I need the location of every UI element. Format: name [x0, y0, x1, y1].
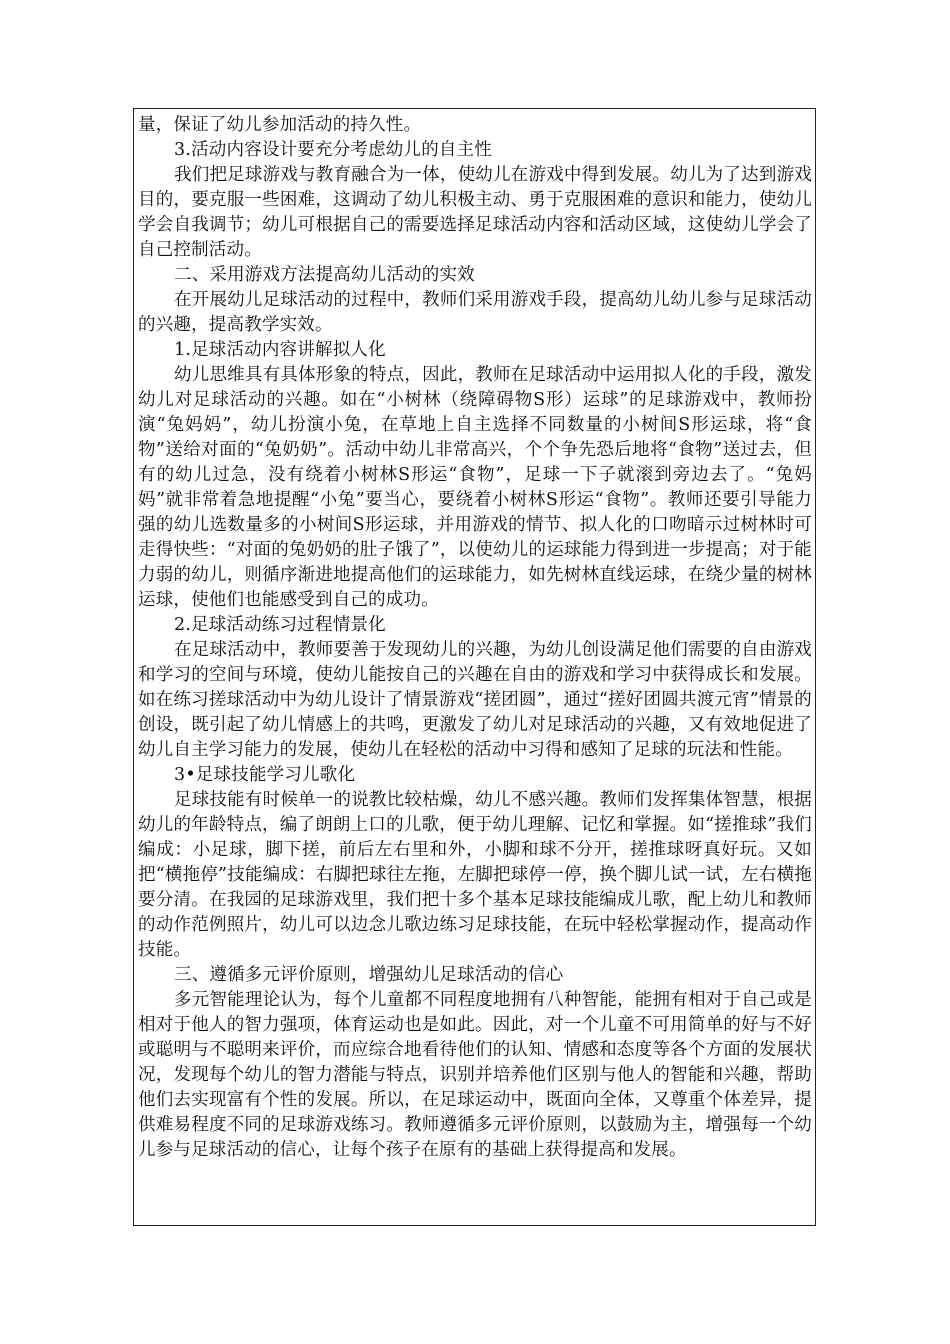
paragraph-continuation: 量，保证了幼儿参加活动的持久性。	[138, 115, 422, 135]
section-heading-game-methods: 二、采用游戏方法提高幼儿活动的实效	[174, 265, 475, 285]
paragraph-game-education: 我们把足球游戏与教育融合为一体，使幼儿在游戏中得到发展。幼儿为了达到游戏目的，要克服一些困难，这调动了幼儿积极主动、勇于克服困难的意识和能力，使幼儿学会自我调节；幼儿可根据自己的需要选择足球活动内容和活动区域，这使幼儿学会了自己控制活动。	[138, 165, 812, 260]
paragraph-personification: 幼儿思维具有具体形象的特点，因此，教师在足球活动中运用拟人化的手段，激发幼儿对足球活动的兴趣。如在“小树林（绕障碍物S形）运球”的足球游戏中，教师扮演“兔妈妈”，幼儿扮演小兔，在草地上自主选择不同数量的小树间S形运球，将“食物”送给对面的“兔奶奶”。活动中幼儿非常高兴，个个争先恐后地将“食物”送过去，但有的幼儿过急，没有绕着小树林S形运“食物”，足球一下子就滚到旁边去了。“兔妈妈”就非常着急地提醒“小兔”要当心，要绕着小树林S形运“食物”。教师还要引导能力强的幼儿选数量多的小树间S形运球，并用游戏的情节、拟人化的口吻暗示过树林时可走得快些：“对面的兔奶奶的肚子饿了”，以使幼儿的运球能力得到进一步提高；对于能力弱的幼儿，则循序渐进地提高他们的运球能力，如先树林直线运球，在绕少量的树林运球，使他们也能感受到自己的成功。	[138, 365, 812, 610]
paragraph-multiple-intelligence: 多元智能理论认为，每个儿童都不同程度地拥有八种智能，能拥有相对于自己或是相对于他人的智力强项，体育运动也是如此。因此，对一个儿童不可用简单的好与不好或聪明与不聪明来评价，而应综合地看待他们的认知、情感和态度等各个方面的发展状况，发现每个幼儿的智力潜能与特点，识别并培养他们区别与他人的智能和兴趣，帮助他们去实现富有个性的发展。所以，在足球运动中，既面向全体，又尊重个体差异，提供难易程度不同的足球游戏练习。教师遵循多元评价原则，以鼓励为主，增强每一个幼儿参与足球活动的信心，让每个孩子在原有的基础上获得提高和发展。	[138, 990, 812, 1160]
section-heading-multiple-evaluation: 三、遵循多元评价原则，增强幼儿足球活动的信心	[174, 965, 564, 985]
paragraph-nursery-rhymes: 足球技能有时候单一的说教比较枯燥，幼儿不感兴趣。教师们发挥集体智慧，根据幼儿的年龄特点，编了朗朗上口的儿歌，便于幼儿理解、记忆和掌握。如“搓推球”我们编成：小足球，脚下搓，前后左右里和外，小脚和球不分开，搓推球呀真好玩。又如把“横拖停”技能编成：右脚把球往左拖，左脚把球停一停，换个脚儿试一试，左右横拖要分清。在我园的足球游戏里，我们把十多个基本足球技能编成儿歌，配上幼儿和教师的动作范例照片，幼儿可以边念儿歌边练习足球技能，在玩中轻松掌握动作，提高动作技能。	[138, 790, 812, 960]
subheading-personification: 1.足球活动内容讲解拟人化	[174, 340, 386, 360]
paragraph-scenario: 在足球活动中，教师要善于发现幼儿的兴趣，为幼儿创设满足他们需要的自由游戏和学习的空间与环境，使幼儿能按自己的兴趣在自由的游戏和学习中获得成长和发展。如在练习搓球活动中为幼儿设计了情景游戏“搓团圆”，通过“搓好团圆共渡元宵”情景的创设，既引起了幼儿情感上的共鸣，更激发了幼儿对足球活动的兴趣，又有效地促进了幼儿自主学习能力的发展，使幼儿在轻松的活动中习得和感知了足球的玩法和性能。	[138, 640, 812, 760]
document-text-frame	[133, 108, 816, 1226]
subheading-nursery-rhymes: 3•足球技能学习儿歌化	[174, 765, 356, 785]
subheading-activity-content-autonomy: 3.活动内容设计要充分考虑幼儿的自主性	[174, 140, 492, 160]
subheading-scenario: 2.足球活动练习过程情景化	[174, 615, 386, 635]
paragraph-game-means: 在开展幼儿足球活动的过程中，教师们采用游戏手段，提高幼儿幼儿参与足球活动的兴趣，提高教学实效。	[138, 290, 812, 335]
